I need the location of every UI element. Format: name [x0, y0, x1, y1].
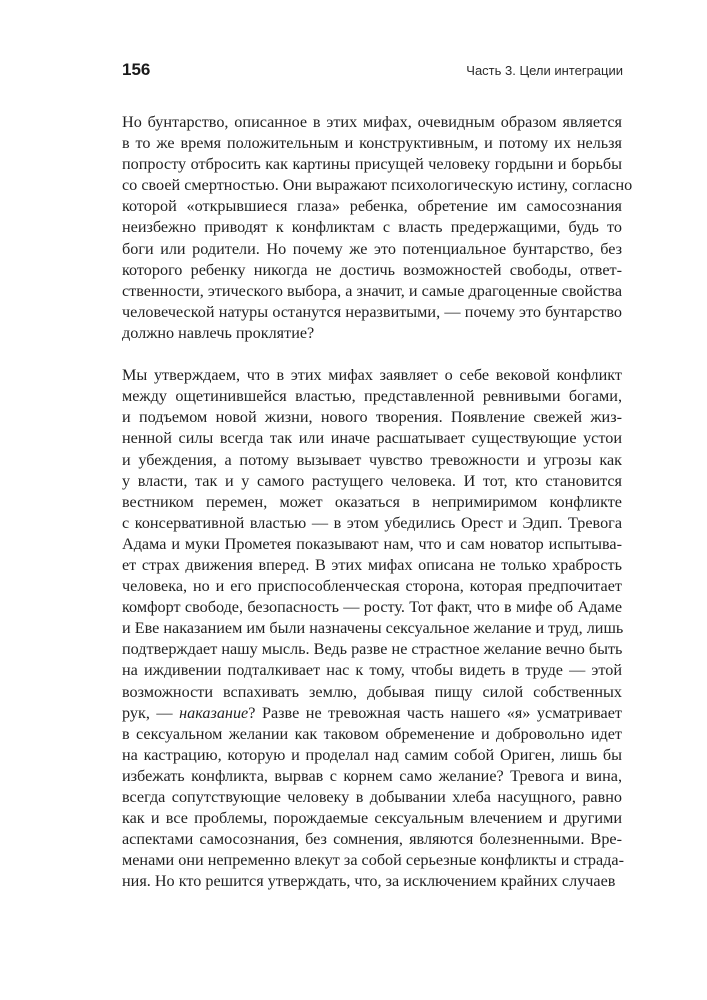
text-line: должно навлечь проклятие? — [122, 323, 315, 342]
text-line: вестником перемен, может оказаться в непримиримом конфликте — [122, 492, 622, 511]
text-line: на иждивении подталкивает нас к тому, чтобы видеть в труде — этой — [122, 661, 622, 680]
text-line: которого ребенку никогда не достичь возможностей свободы, ответ- — [122, 260, 622, 279]
text-line: с консервативной властью — в этом убедились Орест и Эдип. Тревога — [122, 513, 622, 532]
text-line: со своей смертностью. Они выражают психологическую истину, согласно — [122, 176, 633, 195]
text-line: человеческой натуры останутся неразвитыми, — почему это бунтарство — [122, 302, 622, 321]
text-line: аспектами самосознания, без сомнения, являются болезненными. Вре- — [122, 830, 622, 849]
page-number: 156 — [122, 60, 151, 79]
text-line: на кастрацию, которую и проделал над самим собой Ориген, лишь бы — [122, 745, 622, 764]
text-line: всегда сопутствующие человеку в добывании хлеба насущного, равно — [122, 788, 622, 806]
text-line: ет страх движения вперед. В этих мифах описана не только храбрость — [122, 555, 622, 574]
body-text — [122, 112, 633, 892]
text-segment: рук, — — [122, 703, 180, 722]
text-line: которой «открывшиеся глаза» ребенка, обретение им самосознания — [122, 197, 622, 216]
text-line: ственности, этического выбора, а значит, и самые драгоценные свойства — [122, 281, 622, 300]
paragraph — [122, 365, 622, 892]
text-line: комфорт свободе, безопасность — росту. Тот факт, что в мифе об Адаме — [122, 598, 622, 617]
text-line: Адама и муки Прометея показывают нам, что и сам новатор испытыва- — [122, 534, 622, 553]
paragraph — [122, 112, 633, 344]
text-line: Мы утверждаем, что в этих мифах заявляет о себе вековой конфликт — [122, 366, 622, 385]
text-line: избежать конфликта, вырвав с корнем само желание? Тревога и вина, — [122, 766, 622, 785]
page-header — [122, 60, 623, 82]
paragraph-gap — [122, 344, 622, 365]
text-line: в сексуальном желании как таковом обременение и добровольно идет — [122, 724, 622, 743]
text-line: менами они непременно влекут за собой серьезные конфликты и страда- — [122, 851, 624, 870]
text-line: ненной силы всегда так или иначе расшатывает существующие устои — [122, 429, 622, 448]
text-line: как и все проблемы, порождаемые сексуальным влечением и другими — [122, 809, 622, 828]
text-line: в то же время положительным и конструктивным, и потому их нельзя — [122, 134, 622, 153]
emphasized-word: наказание — [179, 703, 249, 722]
text-line: подтверждает нашу мысль. Ведь разве не страстное желание вечно быть — [122, 640, 623, 659]
text-line: возможности вспахивать землю, добывая пищу силой собственных — [122, 682, 622, 701]
text-line: боги или родители. Но почему же это потенциальное бунтарство, без — [122, 239, 622, 258]
text-line: Но бунтарство, описанное в этих мифах, очевидным образом является — [122, 113, 622, 131]
text-line: ния. Но кто решится утверждать, что, за исключением крайних случаев — [122, 872, 616, 891]
text-line: у власти, так и у самого растущего человека. И тот, кто становится — [122, 471, 622, 490]
text-line: попросту отбросить как картины присущей человеку гордыни и борьбы — [122, 155, 622, 174]
text-segment: ? Разве не тревожная часть нашего «я» усматривает — [248, 703, 622, 722]
text-line: и Еве наказанием им были назначены сексуальное желание и труд, лишь — [122, 619, 624, 638]
text-line: человека, но и его приспособленческая сторона, которая предпочитает — [122, 577, 622, 596]
text-line — [122, 703, 622, 724]
running-head: Часть 3. Цели интеграции — [466, 63, 623, 78]
text-line: и убеждения, а потому вызывает чувство тревожности и угрозы как — [122, 450, 622, 469]
text-line: и подъемом новой жизни, нового творения. Появление свежей жиз- — [122, 408, 622, 427]
text-line: между ощетинившейся властью, представленной ревнивыми богами, — [122, 387, 622, 406]
text-line: неизбежно приводят к конфликтам с власть предержащими, будь то — [122, 218, 622, 237]
